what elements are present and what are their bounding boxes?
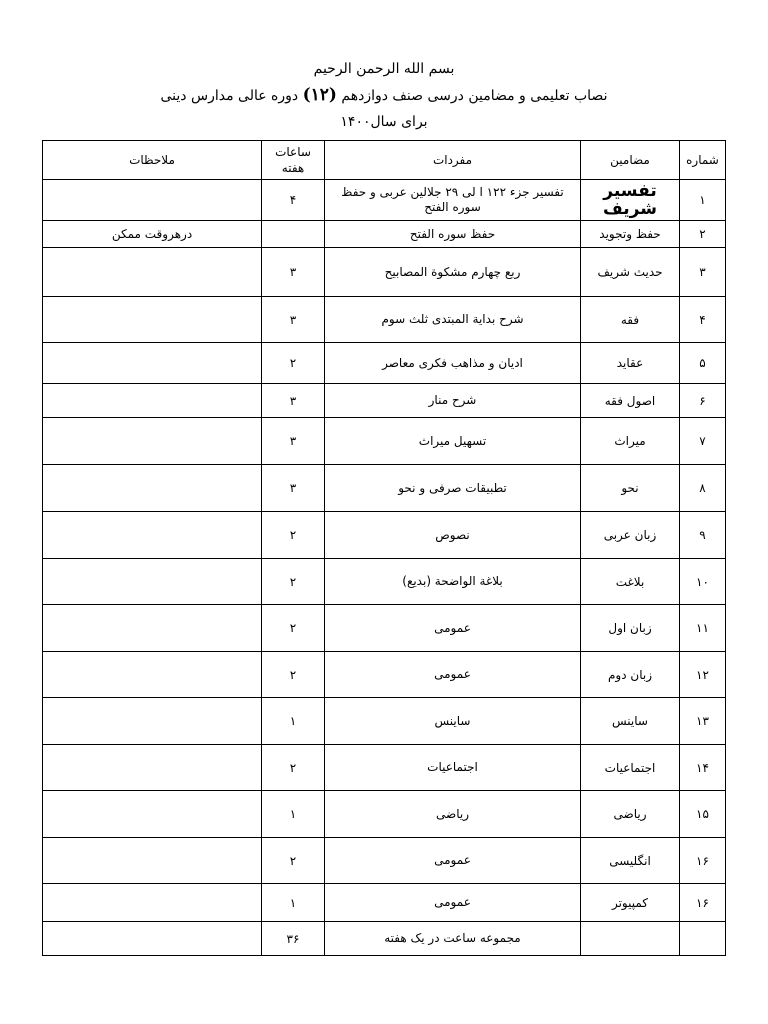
row-notes <box>43 180 262 221</box>
table-row <box>43 343 726 384</box>
row-hours: ۳ <box>262 465 325 512</box>
table-total-row <box>43 922 726 956</box>
total-number-cell <box>680 922 726 956</box>
table-row <box>43 418 726 465</box>
row-subject: نحو <box>581 465 680 512</box>
row-items: عمومی <box>325 838 581 884</box>
row-items: نصوص <box>325 512 581 559</box>
row-notes <box>43 559 262 605</box>
row-number: ۸ <box>680 465 726 512</box>
row-items: شرح بدایة المبتدی ثلث سوم <box>325 297 581 343</box>
row-items: ربع چهارم مشکوة المصابیح <box>325 248 581 297</box>
row-hours: ۱ <box>262 791 325 838</box>
row-notes <box>43 791 262 838</box>
table-row <box>43 791 726 838</box>
table-row <box>43 384 726 418</box>
row-items: شرح منار <box>325 384 581 418</box>
column-header-hours-line1: ساعات <box>275 145 311 159</box>
row-hours: ۴ <box>262 180 325 221</box>
row-items: ریاضی <box>325 791 581 838</box>
row-notes <box>43 297 262 343</box>
column-header-hours-line2: هفته <box>281 161 305 175</box>
row-subject: حدیث شریف <box>581 248 680 297</box>
row-hours: ۲ <box>262 512 325 559</box>
row-items: اجتماعیات <box>325 745 581 791</box>
row-hours: ۲ <box>262 605 325 652</box>
row-notes <box>43 418 262 465</box>
row-notes <box>43 745 262 791</box>
row-items: تفسیر جزء ۱۲۲ ا لی ۲۹ جلالین عربی و حفظ سوره الفتح <box>325 180 581 221</box>
row-subject: بلاغت <box>581 559 680 605</box>
table-row <box>43 652 726 698</box>
row-notes <box>43 605 262 652</box>
row-subject: ساینس <box>581 698 680 745</box>
row-hours: ۳ <box>262 418 325 465</box>
row-subject: انگلیسی <box>581 838 680 884</box>
table-row <box>43 297 726 343</box>
document-header <box>0 56 768 135</box>
grade-number: (۱۲) <box>302 85 337 105</box>
row-hours: ۳ <box>262 297 325 343</box>
row-items: ادیان و مذاهب فکری معاصر <box>325 343 581 384</box>
document-year: برای سال۱۴۰۰ <box>340 114 428 130</box>
row-number: ۱۶ <box>680 838 726 884</box>
row-number: ۵ <box>680 343 726 384</box>
curriculum-table <box>42 140 726 956</box>
row-subject: زبان عربی <box>581 512 680 559</box>
column-header-items: مفردات <box>325 141 581 180</box>
total-notes-cell <box>43 922 262 956</box>
basmala: بسم الله الرحمن الرحيم <box>313 61 455 77</box>
table-row <box>43 884 726 922</box>
row-hours: ۲ <box>262 559 325 605</box>
total-label: مجموعه ساعت در یک هفته <box>325 922 581 956</box>
row-number: ۶ <box>680 384 726 418</box>
row-notes <box>43 698 262 745</box>
row-number: ۱۲ <box>680 652 726 698</box>
row-hours: ۲ <box>262 343 325 384</box>
row-notes <box>43 248 262 297</box>
row-number: ۴ <box>680 297 726 343</box>
row-subject: اجتماعیات <box>581 745 680 791</box>
row-hours: ۱ <box>262 884 325 922</box>
row-subject: فقه <box>581 297 680 343</box>
row-number: ۱ <box>680 180 726 221</box>
row-items: تسهیل میراث <box>325 418 581 465</box>
row-notes <box>43 512 262 559</box>
row-subject: حفظ وتجوید <box>581 221 680 248</box>
row-number: ۱۶ <box>680 884 726 922</box>
row-number: ۱۴ <box>680 745 726 791</box>
row-subject: میراث <box>581 418 680 465</box>
document-title <box>0 82 768 109</box>
row-number: ۹ <box>680 512 726 559</box>
row-notes <box>43 343 262 384</box>
table-row <box>43 512 726 559</box>
row-notes <box>43 838 262 884</box>
table-row <box>43 221 726 248</box>
row-number: ۲ <box>680 221 726 248</box>
row-items: ساینس <box>325 698 581 745</box>
table-row <box>43 248 726 297</box>
row-items: عمومی <box>325 605 581 652</box>
row-subject: کمپیوتر <box>581 884 680 922</box>
row-number: ۳ <box>680 248 726 297</box>
table-row <box>43 559 726 605</box>
table-row <box>43 838 726 884</box>
column-header-number: شماره <box>680 141 726 180</box>
row-subject: زبان دوم <box>581 652 680 698</box>
row-notes <box>43 465 262 512</box>
table-row <box>43 605 726 652</box>
row-hours: ۲ <box>262 652 325 698</box>
table-row <box>43 745 726 791</box>
row-hours: ۳ <box>262 384 325 418</box>
column-header-subjects: مضامین <box>581 141 680 180</box>
row-hours: ۱ <box>262 698 325 745</box>
row-subject: اصول فقه <box>581 384 680 418</box>
row-number: ۱۵ <box>680 791 726 838</box>
row-number: ۷ <box>680 418 726 465</box>
row-subject: تفسیر شریف <box>581 180 680 221</box>
row-number: ۱۳ <box>680 698 726 745</box>
column-header-notes: ملاحظات <box>43 141 262 180</box>
row-hours: ۳ <box>262 248 325 297</box>
title-part-a: نصاب تعلیمی و مضامین درسی صنف دوازدهم <box>341 88 608 104</box>
row-subject: عقاید <box>581 343 680 384</box>
row-items: تطبیقات صرفی و نحو <box>325 465 581 512</box>
title-part-b: دوره عالی مدارس دینی <box>160 88 299 104</box>
table-row <box>43 698 726 745</box>
table-header-row <box>43 141 726 180</box>
row-notes: درهروقت ممکن <box>43 221 262 248</box>
row-number: ۱۱ <box>680 605 726 652</box>
row-hours <box>262 221 325 248</box>
row-items: عمومی <box>325 652 581 698</box>
row-notes <box>43 384 262 418</box>
total-subject-cell <box>581 922 680 956</box>
row-number: ۱۰ <box>680 559 726 605</box>
row-notes <box>43 652 262 698</box>
table-row <box>43 180 726 221</box>
row-subject: ریاضی <box>581 791 680 838</box>
table-row <box>43 465 726 512</box>
row-items: بلاغة الواضحة (بدیع) <box>325 559 581 605</box>
row-notes <box>43 884 262 922</box>
total-hours: ۳۶ <box>262 922 325 956</box>
row-hours: ۲ <box>262 745 325 791</box>
row-subject: زبان اول <box>581 605 680 652</box>
row-hours: ۲ <box>262 838 325 884</box>
row-items: عمومی <box>325 884 581 922</box>
column-header-hours <box>262 141 325 180</box>
row-items: حفظ سوره الفتح <box>325 221 581 248</box>
